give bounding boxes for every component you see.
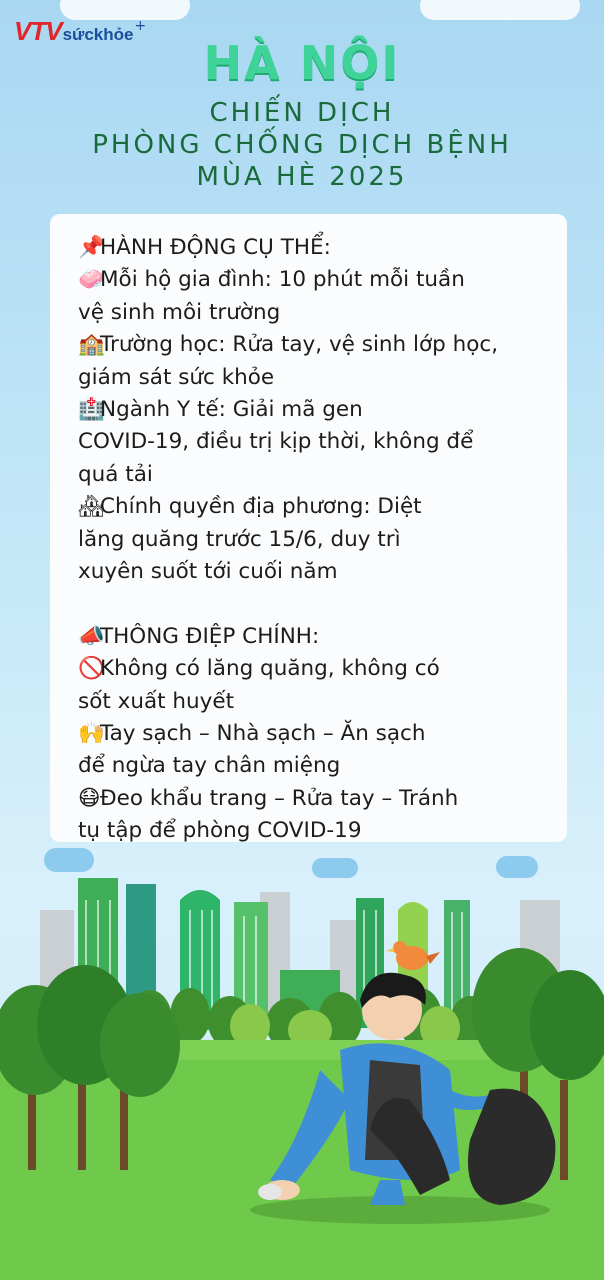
- actions-heading: [78, 232, 548, 264]
- list-item-line: [78, 459, 548, 491]
- list-item-text: Đeo khẩu trang – Rửa tay – Tránh: [100, 785, 459, 811]
- subtitle-line-1: CHIẾN DỊCH: [209, 98, 395, 128]
- pushpin-icon: 📌: [78, 235, 105, 260]
- list-item-text: vệ sinh môi trường: [78, 299, 281, 325]
- prohibited-icon: 🚫: [78, 656, 105, 682]
- school-icon: 🏫: [78, 332, 105, 358]
- houses-icon: 🏘: [78, 494, 106, 520]
- list-item-text: Tay sạch – Nhà sạch – Ăn sạch: [100, 721, 426, 747]
- list-item-line: [78, 394, 548, 426]
- list-item-text: Ngành Y tế: Giải mã gen: [100, 397, 363, 423]
- list-item-line: [78, 491, 548, 523]
- subtitle-line-3: MÙA HÈ 2025: [196, 162, 408, 192]
- subtitle-line-2: PHÒNG CHỐNG DỊCH BỆNH: [92, 130, 512, 160]
- messages-heading-text: THÔNG ĐIỆP CHÍNH:: [100, 623, 320, 649]
- spacer: [78, 588, 548, 620]
- actions-heading-text: HÀNH ĐỘNG CỤ THỂ:: [100, 235, 331, 260]
- list-item-line: [78, 362, 548, 394]
- list-item-text: Chính quyền địa phương: Diệt: [100, 494, 422, 520]
- list-item-line: [78, 329, 548, 361]
- mask-face-icon: 😷: [78, 785, 101, 811]
- logo-secondary: sứckhỏe: [62, 25, 134, 44]
- content-body: [78, 232, 548, 848]
- list-item-text: xuyên suốt tới cuối năm: [78, 559, 338, 585]
- messages-list: [78, 653, 548, 847]
- list-item-text: để ngừa tay chân miệng: [78, 753, 341, 779]
- logo-plus: +: [134, 18, 147, 34]
- list-item-line: [78, 264, 548, 296]
- logo-primary: VTV: [14, 16, 62, 46]
- city-park-illustration: [0, 840, 604, 1280]
- list-item-text: sốt xuất huyết: [78, 688, 235, 714]
- content-card: [50, 214, 567, 842]
- list-item-line: [78, 426, 548, 458]
- list-item-line: [78, 297, 548, 329]
- list-item-text: Không có lăng quăng, không có: [100, 656, 440, 682]
- list-item-line: [78, 653, 548, 685]
- megaphone-icon: 📣: [78, 623, 105, 649]
- list-item-text: lăng quăng trước 15/6, duy trì: [78, 526, 401, 552]
- hospital-icon: 🏥: [78, 397, 105, 423]
- list-item-line: [78, 718, 548, 750]
- list-item-line: [78, 556, 548, 588]
- list-item-line: [78, 686, 548, 718]
- cloud: [420, 0, 580, 20]
- list-item-text: giám sát sức khỏe: [78, 364, 275, 390]
- list-item-line: [78, 524, 548, 556]
- list-item-text: Mỗi hộ gia đình: 10 phút mỗi tuần: [100, 267, 465, 293]
- list-item-line: [78, 783, 548, 815]
- list-item-text: tụ tập để phòng COVID-19: [78, 818, 362, 844]
- messages-heading: [78, 621, 548, 653]
- actions-list: [78, 264, 548, 588]
- raised-hands-icon: 🙌: [78, 721, 105, 747]
- list-item-text: COVID-19, điều trị kịp thời, không để: [78, 429, 474, 455]
- soap-icon: 🧼: [78, 267, 105, 293]
- page-title: HÀ NỘI: [203, 36, 401, 90]
- list-item-text: quá tải: [78, 461, 153, 487]
- list-item-text: Trường học: Rửa tay, vệ sinh lớp học,: [100, 332, 499, 358]
- list-item-line: [78, 750, 548, 782]
